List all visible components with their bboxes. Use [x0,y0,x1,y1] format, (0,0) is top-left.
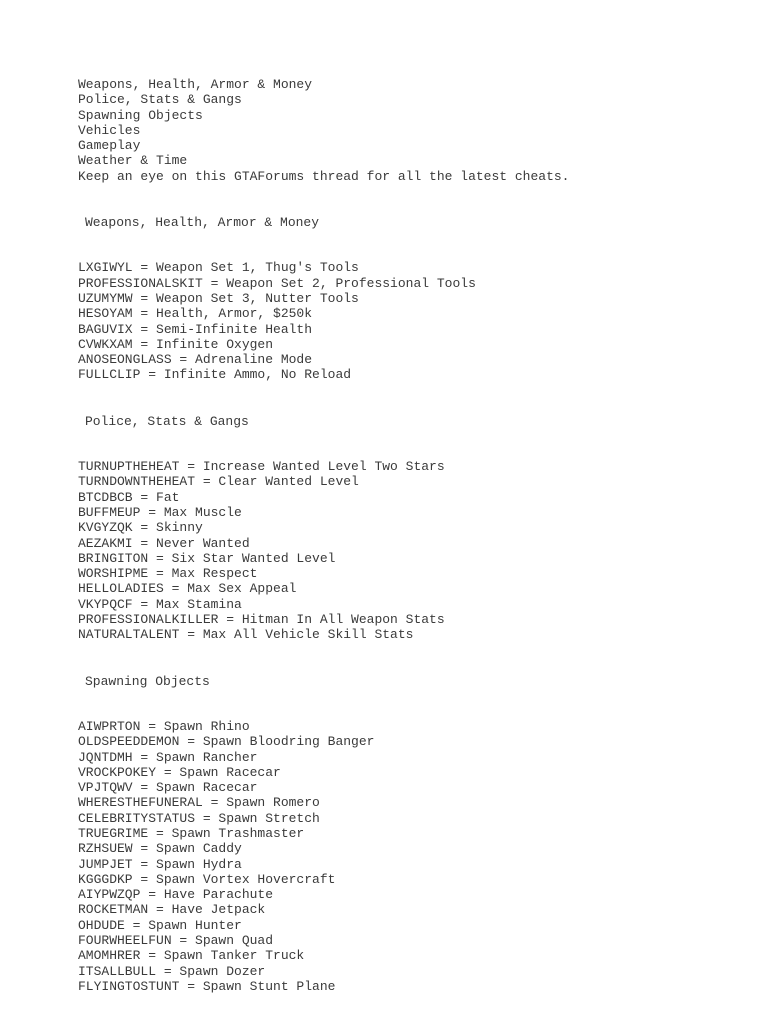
toc-item-police[interactable]: Police, Stats & Gangs [78,92,242,108]
section-police [78,383,758,643]
cheat-code-line: PROFESSIONALKILLER = Hitman In All Weapon Stats [78,612,445,628]
cheat-list [78,719,758,994]
cheat-code-line: WHERESTHEFUNERAL = Spawn Romero [78,795,320,811]
cheat-code-line: KVGYZQK = Skinny [78,520,203,536]
section-weapons [78,184,758,383]
cheat-code-line: JQNTDMH = Spawn Rancher [78,749,258,765]
cheat-code-line: TURNUPTHEHEAT = Increase Wanted Level Two Stars [78,459,445,475]
cheat-code-line: ANOSEONGLASS = Adrenaline Mode [78,352,313,368]
cheat-code-line: TRUEGRIME = Spawn Trashmaster [78,825,305,841]
cheat-code-line: FULLCLIP = Infinite Ammo, No Reload [78,367,352,383]
cheat-list [78,459,758,643]
cheat-code-line: CVWKXAM = Infinite Oxygen [78,336,274,352]
document-body [78,77,758,994]
cheat-code-line: ROCKETMAN = Have Jetpack [78,902,266,918]
cheat-code-line: VKYPQCF = Max Stamina [78,596,242,612]
table-of-contents [78,77,758,184]
cheat-code-line: NATURALTALENT = Max All Vehicle Skill Stats [78,627,414,643]
cheat-code-line: OLDSPEEDDEMON = Spawn Bloodring Banger [78,734,375,750]
spacer [78,429,758,459]
toc-item-vehicles[interactable]: Vehicles [78,122,141,138]
toc-item-gameplay[interactable]: Gameplay [78,138,141,154]
cheat-code-line: TURNDOWNTHEHEAT = Clear Wanted Level [78,474,359,490]
cheat-list [78,260,758,382]
cheat-code-line: PROFESSIONALSKIT = Weapon Set 2, Professional Tools [78,275,476,291]
spacer [78,383,758,414]
cheat-code-line: WORSHIPME = Max Respect [78,566,258,582]
cheat-code-line: KGGGDKP = Spawn Vortex Hovercraft [78,871,336,887]
spacer [78,230,758,260]
cheat-code-line: RZHSUEW = Spawn Caddy [78,841,242,857]
section-heading: Weapons, Health, Armor & Money [85,215,320,231]
section-heading: Spawning Objects [85,673,210,689]
spacer [78,643,758,674]
toc-item-spawning[interactable]: Spawning Objects [78,107,203,123]
toc-item-weapons[interactable]: Weapons, Health, Armor & Money [78,77,313,92]
cheat-code-line: JUMPJET = Spawn Hydra [78,856,242,872]
toc-item-weather[interactable]: Weather & Time [78,153,188,169]
cheat-code-line: VPJTQWV = Spawn Racecar [78,780,258,796]
cheat-code-line: BAGUVIX = Semi-Infinite Health [78,321,313,337]
cheat-code-line: OHDUDE = Spawn Hunter [78,917,242,933]
cheat-code-line: AIYPWZQP = Have Parachute [78,887,274,903]
cheat-code-line: UZUMYMW = Weapon Set 3, Nutter Tools [78,290,359,306]
cheat-code-line: CELEBRITYSTATUS = Spawn Stretch [78,810,320,826]
intro-note: Keep an eye on this GTAForums thread for all the latest cheats. [78,168,570,184]
cheat-code-line: HELLOLADIES = Max Sex Appeal [78,581,297,597]
cheat-code-line: BTCDBCB = Fat [78,489,180,505]
spacer [78,689,758,719]
section-heading: Police, Stats & Gangs [85,413,249,429]
cheat-code-line: HESOYAM = Health, Armor, $250k [78,306,313,322]
cheat-code-line: FLYINGTOSTUNT = Spawn Stunt Plane [78,978,336,994]
cheat-code-line: FOURWHEELFUN = Spawn Quad [78,933,274,949]
cheat-code-line: AEZAKMI = Never Wanted [78,535,250,551]
section-spawning [78,643,758,995]
cheat-code-line: BRINGITON = Six Star Wanted Level [78,550,336,566]
cheat-code-line: ITSALLBULL = Spawn Dozer [78,963,266,979]
cheat-code-line: LXGIWYL = Weapon Set 1, Thug's Tools [78,260,359,276]
cheat-code-line: BUFFMEUP = Max Muscle [78,504,242,520]
cheat-code-line: AMOMHRER = Spawn Tanker Truck [78,948,305,964]
spacer [78,184,758,215]
cheat-code-line: AIWPRTON = Spawn Rhino [78,718,250,734]
cheat-code-line: VROCKPOKEY = Spawn Racecar [78,764,281,780]
